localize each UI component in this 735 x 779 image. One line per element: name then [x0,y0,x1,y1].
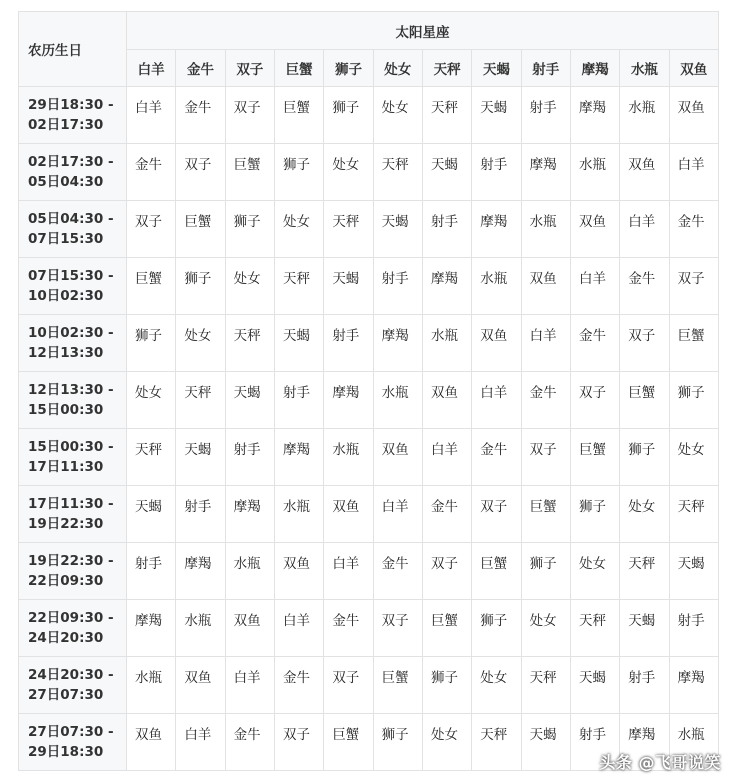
range-start: 29日18:30 - [28,97,114,113]
sign-cell: 天蝎 [127,486,176,543]
sign-cell: 狮子 [225,201,274,258]
sign-cell: 双子 [620,315,669,372]
lunar-date-range [19,600,127,657]
sign-cell: 巨蟹 [225,144,274,201]
sign-cell: 天蝎 [373,201,422,258]
sign-header-cell: 双子 [225,50,274,87]
sign-cell: 白羊 [176,714,225,771]
range-end: 07日15:30 [28,231,104,247]
sign-header-cell: 摩羯 [570,50,619,87]
sign-cell: 双鱼 [324,486,373,543]
lunar-date-range [19,258,127,315]
sign-cell: 白羊 [127,87,176,144]
corner-header: 农历生日 [19,12,127,87]
sign-cell: 金牛 [274,657,323,714]
sign-cell: 双鱼 [521,258,570,315]
sign-cell: 射手 [472,144,521,201]
sign-cell: 巨蟹 [669,315,718,372]
sign-header-cell: 天蝎 [472,50,521,87]
sign-cell: 白羊 [225,657,274,714]
sign-cell: 水瓶 [225,543,274,600]
lunar-date-range [19,486,127,543]
sign-cell: 白羊 [472,372,521,429]
sign-cell: 摩羯 [225,486,274,543]
range-end: 19日22:30 [28,516,104,532]
range-end: 15日00:30 [28,402,104,418]
sign-header-cell: 金牛 [176,50,225,87]
range-end: 10日02:30 [28,288,104,304]
sign-cell: 金牛 [620,258,669,315]
sign-header-cell: 巨蟹 [274,50,323,87]
sign-cell: 摩羯 [422,258,471,315]
zodiac-table-container [18,11,718,771]
sign-header-cell: 射手 [521,50,570,87]
sign-cell: 双子 [422,543,471,600]
sign-cell: 处女 [570,543,619,600]
sign-cell: 巨蟹 [324,714,373,771]
sign-cell: 白羊 [373,486,422,543]
table-row [19,429,719,486]
sign-cell: 射手 [570,714,619,771]
sign-cell: 处女 [620,486,669,543]
range-start: 24日20:30 - [28,667,114,683]
sign-cell: 处女 [274,201,323,258]
sign-cell: 天秤 [373,144,422,201]
lunar-date-range [19,87,127,144]
sign-cell: 射手 [669,600,718,657]
range-start: 22日09:30 - [28,610,114,626]
sign-cell: 狮子 [274,144,323,201]
lunar-date-range [19,657,127,714]
range-end: 27日07:30 [28,687,104,703]
sign-cell: 水瓶 [274,486,323,543]
table-row [19,657,719,714]
sign-header-cell: 白羊 [127,50,176,87]
range-start: 10日02:30 - [28,325,114,341]
table-row [19,543,719,600]
sign-cell: 水瓶 [422,315,471,372]
sign-cell: 水瓶 [620,87,669,144]
sign-cell: 天蝎 [324,258,373,315]
sign-cell: 处女 [127,372,176,429]
sign-cell: 水瓶 [324,429,373,486]
sign-cell: 双鱼 [127,714,176,771]
sign-cell: 双鱼 [176,657,225,714]
sign-cell: 双鱼 [472,315,521,372]
sign-cell: 狮子 [570,486,619,543]
sign-cell: 天秤 [472,714,521,771]
sign-cell: 摩羯 [620,714,669,771]
range-start: 19日22:30 - [28,553,114,569]
table-row [19,201,719,258]
range-end: 12日13:30 [28,345,104,361]
sign-cell: 水瓶 [521,201,570,258]
sign-cell: 水瓶 [373,372,422,429]
sign-cell: 天秤 [570,600,619,657]
range-start: 17日11:30 - [28,496,114,512]
sign-cell: 摩羯 [127,600,176,657]
sign-header-cell: 狮子 [324,50,373,87]
sign-cell: 射手 [274,372,323,429]
sign-cell: 摩羯 [373,315,422,372]
sign-cell: 白羊 [274,600,323,657]
sign-cell: 天蝎 [225,372,274,429]
sign-cell: 狮子 [669,372,718,429]
sign-cell: 巨蟹 [274,87,323,144]
sun-sign-group-header: 太阳星座 [127,12,719,50]
sign-cell: 天蝎 [521,714,570,771]
sign-cell: 金牛 [127,144,176,201]
sign-cell: 狮子 [127,315,176,372]
sign-cell: 金牛 [422,486,471,543]
sign-cell: 射手 [373,258,422,315]
sign-cell: 双子 [373,600,422,657]
range-start: 05日04:30 - [28,211,114,227]
range-end: 22日09:30 [28,573,104,589]
sign-cell: 白羊 [570,258,619,315]
sign-cell: 白羊 [669,144,718,201]
sign-cell: 摩羯 [521,144,570,201]
range-end: 17日11:30 [28,459,104,475]
sign-cell: 巨蟹 [373,657,422,714]
range-end: 29日18:30 [28,744,104,760]
sign-cell: 白羊 [521,315,570,372]
table-row [19,315,719,372]
zodiac-lunar-table [18,11,719,771]
sign-cell: 射手 [324,315,373,372]
sign-cell: 处女 [669,429,718,486]
sign-cell: 双子 [274,714,323,771]
sign-cell: 狮子 [176,258,225,315]
sign-cell: 双鱼 [274,543,323,600]
sign-header-cell: 处女 [373,50,422,87]
sign-cell: 双鱼 [570,201,619,258]
sign-cell: 金牛 [570,315,619,372]
sign-cell: 天秤 [127,429,176,486]
range-end: 02日17:30 [28,117,104,133]
sign-cell: 处女 [373,87,422,144]
table-row [19,144,719,201]
sign-cell: 巨蟹 [620,372,669,429]
sign-cell: 双鱼 [373,429,422,486]
sign-cell: 双子 [570,372,619,429]
sign-cell: 金牛 [669,201,718,258]
sign-cell: 水瓶 [176,600,225,657]
sign-cell: 白羊 [422,429,471,486]
sign-cell: 射手 [225,429,274,486]
sign-cell: 巨蟹 [472,543,521,600]
sign-cell: 狮子 [324,87,373,144]
sign-cell: 天秤 [521,657,570,714]
sign-cell: 处女 [225,258,274,315]
sign-cell: 双子 [176,144,225,201]
sign-cell: 双子 [324,657,373,714]
range-end: 24日20:30 [28,630,104,646]
sign-cell: 双子 [669,258,718,315]
sign-cell: 巨蟹 [521,486,570,543]
sign-cell: 狮子 [521,543,570,600]
sign-cell: 处女 [521,600,570,657]
range-start: 12日13:30 - [28,382,114,398]
sign-cell: 金牛 [176,87,225,144]
sign-cell: 天秤 [620,543,669,600]
sign-cell: 天秤 [274,258,323,315]
range-start: 27日07:30 - [28,724,114,740]
table-row [19,372,719,429]
range-start: 15日00:30 - [28,439,114,455]
sign-cell: 处女 [176,315,225,372]
lunar-date-range [19,372,127,429]
sign-cell: 天蝎 [422,144,471,201]
lunar-date-range [19,714,127,771]
sign-cell: 摩羯 [324,372,373,429]
sign-cell: 狮子 [472,600,521,657]
watermark: 头条 @飞哥说笑 [599,753,721,772]
sign-cell: 白羊 [324,543,373,600]
sign-cell: 双子 [521,429,570,486]
range-start: 02日17:30 - [28,154,114,170]
sign-cell: 双鱼 [225,600,274,657]
lunar-date-range [19,201,127,258]
table-row [19,87,719,144]
sign-cell: 水瓶 [669,714,718,771]
sign-cell: 射手 [620,657,669,714]
sign-cell: 射手 [422,201,471,258]
sign-cell: 射手 [176,486,225,543]
sign-cell: 巨蟹 [176,201,225,258]
sign-cell: 金牛 [472,429,521,486]
sign-cell: 射手 [127,543,176,600]
sign-cell: 摩羯 [274,429,323,486]
sign-cell: 双子 [127,201,176,258]
sign-cell: 金牛 [324,600,373,657]
sign-cell: 狮子 [373,714,422,771]
sign-cell: 摩羯 [176,543,225,600]
sign-cell: 摩羯 [472,201,521,258]
sign-cell: 处女 [422,714,471,771]
sign-cell: 双子 [472,486,521,543]
sign-cell: 处女 [472,657,521,714]
sign-cell: 天蝎 [176,429,225,486]
sign-cell: 狮子 [422,657,471,714]
table-row [19,258,719,315]
sign-cell: 巨蟹 [422,600,471,657]
sign-cell: 天秤 [176,372,225,429]
sign-cell: 金牛 [521,372,570,429]
sign-cell: 双子 [225,87,274,144]
sign-cell: 狮子 [620,429,669,486]
sign-cell: 天秤 [422,87,471,144]
lunar-date-range [19,315,127,372]
sign-cell: 摩羯 [669,657,718,714]
sign-cell: 水瓶 [570,144,619,201]
sign-cell: 天秤 [324,201,373,258]
sign-cell: 天蝎 [472,87,521,144]
range-start: 07日15:30 - [28,268,114,284]
table-row [19,600,719,657]
table-row [19,486,719,543]
lunar-date-range [19,144,127,201]
sign-cell: 天蝎 [620,600,669,657]
sign-cell: 水瓶 [127,657,176,714]
sign-cell: 摩羯 [570,87,619,144]
sign-cell: 巨蟹 [570,429,619,486]
range-end: 05日04:30 [28,174,104,190]
sign-cell: 天蝎 [570,657,619,714]
sign-cell: 射手 [521,87,570,144]
sign-cell: 天秤 [225,315,274,372]
sign-header-cell: 天秤 [422,50,471,87]
sign-header-cell: 双鱼 [669,50,718,87]
sign-cell: 巨蟹 [127,258,176,315]
sign-cell: 水瓶 [472,258,521,315]
sign-cell: 双鱼 [422,372,471,429]
lunar-date-range [19,543,127,600]
sign-header-cell: 水瓶 [620,50,669,87]
sign-cell: 双鱼 [669,87,718,144]
sign-cell: 金牛 [225,714,274,771]
sign-cell: 处女 [324,144,373,201]
lunar-date-range [19,429,127,486]
sign-cell: 金牛 [373,543,422,600]
sign-cell: 天蝎 [669,543,718,600]
table-body [19,87,719,771]
sign-cell: 天蝎 [274,315,323,372]
sign-cell: 双鱼 [620,144,669,201]
sign-cell: 白羊 [620,201,669,258]
sign-cell: 天秤 [669,486,718,543]
